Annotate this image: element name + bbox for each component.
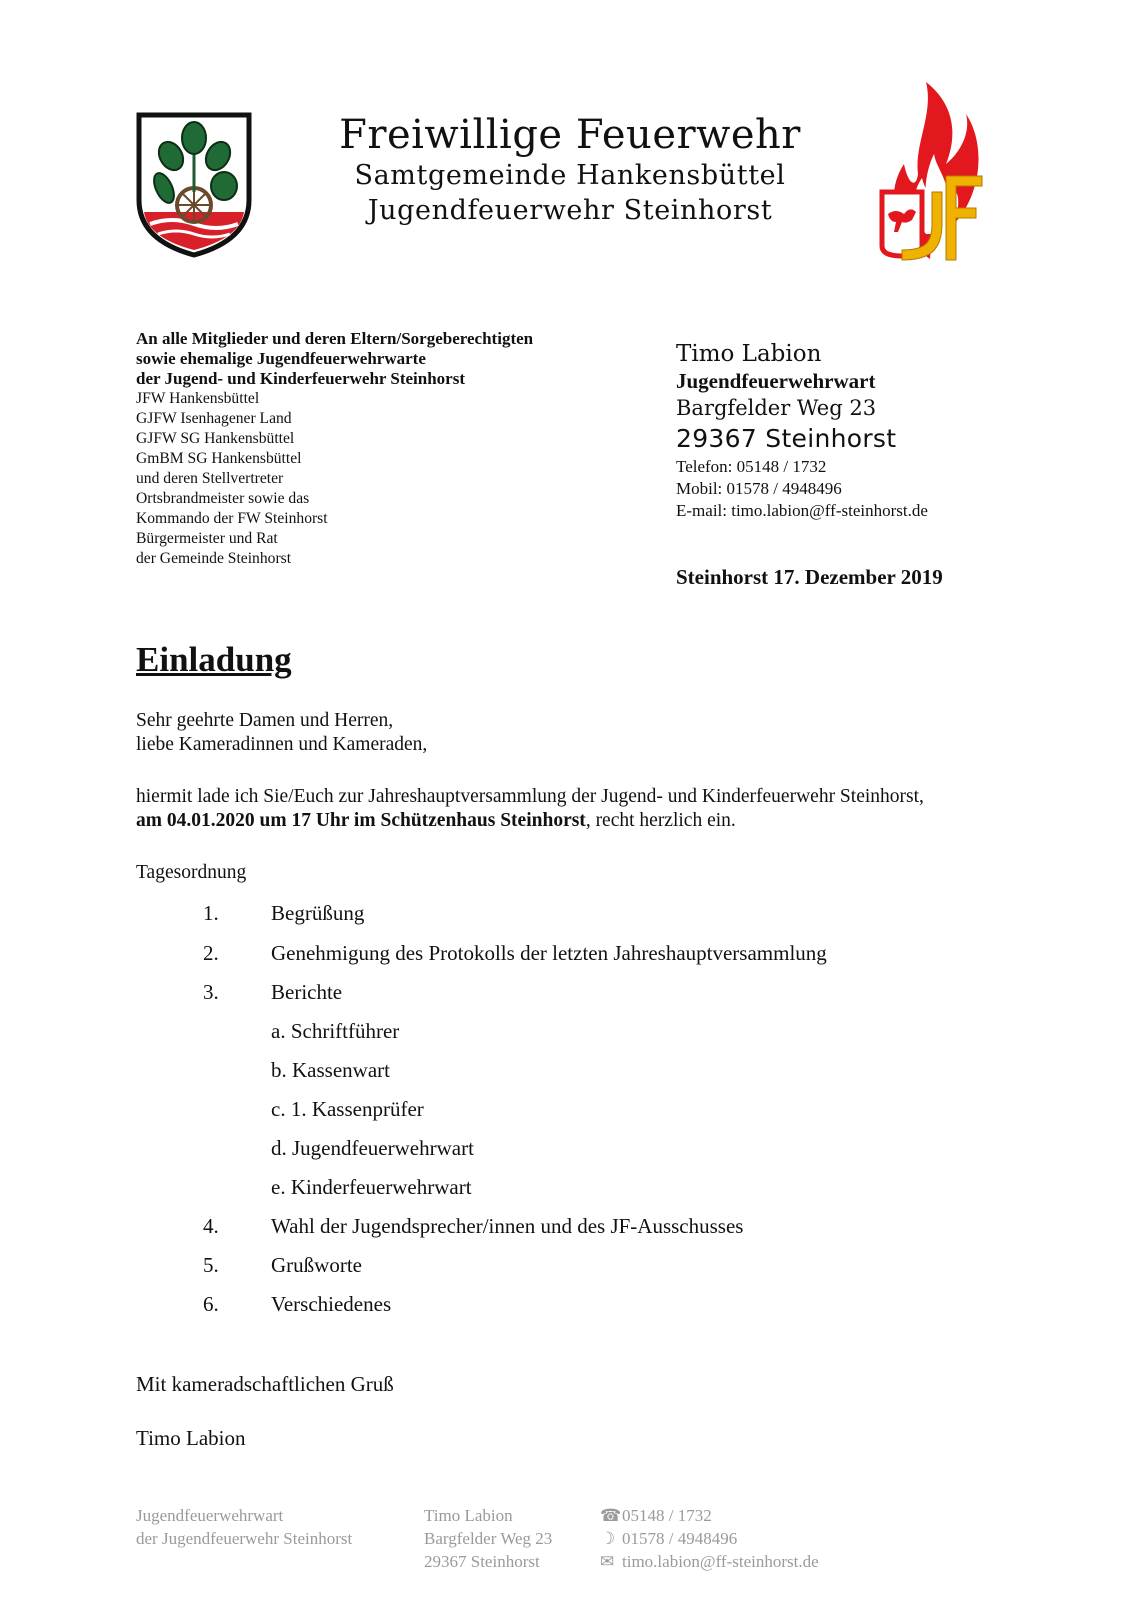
greeting-line: liebe Kameradinnen und Kameraden,: [136, 734, 428, 755]
header-title-block: [300, 112, 840, 228]
recipient-line: Ortsbrandmeister sowie das: [136, 490, 310, 507]
agenda-text: Grußworte: [271, 1253, 362, 1277]
footer-line: Timo Labion: [424, 1506, 513, 1525]
sender-mobile: Mobil: 01578 / 4948496: [676, 479, 842, 498]
footer-role: [136, 1504, 352, 1550]
invitation-line-1: hiermit lade ich Sie/Euch zur Jahreshauptversammlung der Jugend- und Kinderfeuerwehr Steinhorst,: [136, 786, 924, 807]
agenda-text: Begrüßung: [271, 901, 365, 925]
agenda-number: 3.: [203, 980, 219, 1004]
recipient-bold-line: der Jugend- und Kinderfeuerwehr Steinhorst: [136, 369, 466, 388]
recipients-block: [136, 329, 533, 569]
coat-of-arms-icon: [136, 112, 252, 258]
invitation-date-place: am 04.01.2020 um 17 Uhr im Schützenhaus Steinhorst: [136, 810, 586, 831]
agenda-text: Verschiedenes: [271, 1292, 392, 1316]
recipient-line: GJFW SG Hankensbüttel: [136, 430, 295, 447]
report-item: b. Kassenwart: [271, 1058, 390, 1082]
footer-line: Bargfelder Weg 23: [424, 1529, 553, 1548]
closing-phrase: Mit kameradschaftlichen Gruß: [136, 1372, 394, 1396]
agenda-title: Tagesordnung: [136, 862, 247, 883]
report-item: a. Schriftführer: [271, 1019, 400, 1043]
sender-name: Timo Labion: [676, 341, 822, 367]
footer-line: 29367 Steinhorst: [424, 1552, 540, 1571]
recipient-line: JFW Hankensbüttel: [136, 390, 260, 407]
greeting: [136, 709, 427, 757]
mobile-icon: ☽: [600, 1529, 616, 1548]
report-item: e. Kinderfeuerwehrwart: [271, 1175, 472, 1199]
recipient-line: Bürgermeister und Rat: [136, 530, 278, 547]
agenda-text: Berichte: [271, 980, 343, 1004]
footer-address: [424, 1504, 552, 1573]
organization-title: Freiwillige Feuerwehr: [339, 112, 801, 158]
letter-heading: Einladung: [136, 640, 292, 679]
sender-email[interactable]: E-mail: timo.labion@ff-steinhorst.de: [676, 501, 928, 520]
sender-role: Jugendfeuerwehrwart: [676, 369, 876, 393]
invitation-paragraph: [136, 785, 1016, 833]
signer-name: Timo Labion: [136, 1426, 246, 1450]
greeting-line: Sehr geehrte Damen und Herren,: [136, 710, 394, 731]
phone-icon: ☎: [600, 1506, 622, 1525]
footer-line: der Jugendfeuerwehr Steinhorst: [136, 1529, 353, 1548]
recipient-line: GmBM SG Hankensbüttel: [136, 450, 302, 467]
footer-line: Jugendfeuerwehrwart: [136, 1506, 284, 1525]
footer-mobile: 01578 / 4948496: [622, 1529, 738, 1548]
agenda-number: 5.: [203, 1253, 219, 1277]
footer-email[interactable]: timo.labion@ff-steinhorst.de: [622, 1552, 819, 1571]
recipient-line: und deren Stellvertreter: [136, 470, 284, 487]
mail-icon: ✉: [600, 1552, 615, 1571]
recipient-line: Kommando der FW Steinhorst: [136, 510, 328, 527]
recipient-line: der Gemeinde Steinhorst: [136, 550, 292, 567]
agenda-number: 2.: [203, 941, 219, 965]
invitation-rest: , recht herzlich ein.: [585, 810, 736, 831]
recipient-bold-line: sowie ehemalige Jugendfeuerwehrwarte: [136, 349, 426, 368]
sender-phone: Telefon: 05148 / 1732: [676, 457, 827, 476]
jugendfeuerwehr-logo-icon: [874, 74, 994, 264]
invitation-line-2: [136, 809, 1016, 833]
footer-phone: 05148 / 1732: [622, 1506, 712, 1525]
report-item: c. 1. Kassenprüfer: [271, 1097, 424, 1121]
sender-city: 29367 Steinhorst: [676, 424, 897, 453]
agenda-text: Wahl der Jugendsprecher/innen und des JF-Ausschusses: [271, 1214, 744, 1238]
report-item: d. Jugendfeuerwehrwart: [271, 1136, 474, 1160]
recipient-bold-line: An alle Mitglieder und deren Eltern/Sorgeberechtigten: [136, 329, 534, 348]
organization-subtitle-2: Jugendfeuerwehr Steinhorst: [367, 195, 773, 226]
agenda-text: Genehmigung des Protokolls der letzten Jahreshauptversammlung: [271, 941, 827, 965]
agenda-number: 1.: [203, 901, 219, 925]
agenda-number: 4.: [203, 1214, 219, 1238]
letter-date: Steinhorst 17. Dezember 2019: [676, 565, 943, 589]
recipient-line: GJFW Isenhagener Land: [136, 410, 292, 427]
sender-block: [676, 340, 928, 522]
agenda-number: 6.: [203, 1292, 219, 1316]
organization-subtitle-1: Samtgemeinde Hankensbüttel: [354, 160, 786, 191]
footer-contact: [600, 1504, 819, 1573]
sender-street: Bargfelder Weg 23: [676, 396, 877, 420]
